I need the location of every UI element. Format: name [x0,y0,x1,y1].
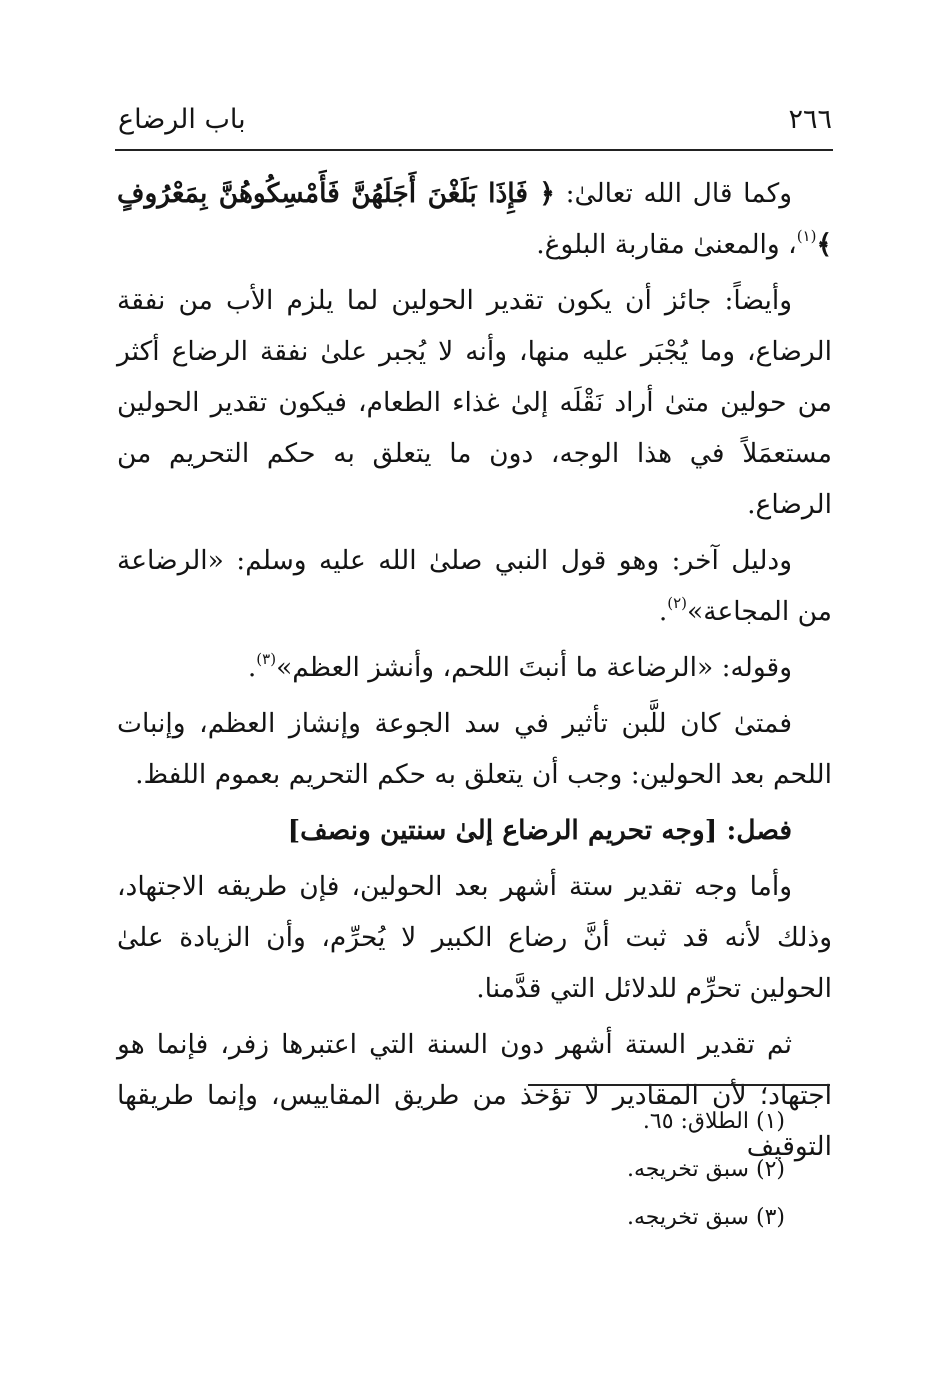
paragraph-text: ودليل آخر: وهو قول النبي صلىٰ الله عليه وسلم: «الرضاعة من المجاعة» [117,545,832,627]
footnote-ref: (٣) [256,650,277,668]
paragraph-nafaqa: وأيضاً: جائز أن يكون تقدير الحولين لما يلزم الأب من نفقة الرضاع، وما يُجْبَر عليه منها، وأنه لا يُجبر علىٰ نفقة الرضاع أكثر من حولين متىٰ أراد نَقْلَه إلىٰ غذاء الطعام، فيكون تقدير الحولين مستعمَلاً في هذا الوجه، دون ما يتعلق به حكم التحريم من الرضاع. [117,285,832,520]
footnote-3: (٣) سبق تخريجه. [627,1205,785,1230]
body-text [117,168,832,1177]
paragraph-estimation: ثم تقدير الستة أشهر دون السنة التي اعتبرها زفر، فإنما هو اجتهاد؛ لأن المقادير لا تؤخذ من طريق المقاييس، وإنما طريقها التوقيف [117,1029,832,1162]
paragraph-text: وكما قال الله تعالىٰ: [554,178,792,209]
footnote-1: (١) الطلاق: ٦٥. [642,1109,785,1134]
chapter-title: باب الرضاع [118,104,246,135]
quran-verse: ﴿ فَإِذَا بَلَغْنَ أَجَلَهُنَّ فَأَمْسِكُوهُنَّ بِمَعْرُوفٍ ﴾ [117,178,832,260]
paragraph-hadith-evidence [117,535,832,637]
section-heading: فصل: [وجه تحريم الرضاع إلىٰ سنتين ونصف] [287,815,792,846]
paragraph-text: . [658,596,668,627]
footnote-rule [528,1084,830,1086]
running-header [118,104,832,135]
header-rule [115,149,833,151]
paragraph-quran-citation [117,168,832,270]
footnote-ref: (٢) [667,594,688,612]
paragraph-six-months: وأما وجه تقدير ستة أشهر بعد الحولين، فإن طريقه الاجتهاد، وذلك لأنه قد ثبت أنَّ رضاع الكبير لا يُحرِّم، وأن الزيادة علىٰ الحولين تحرِّم للدلائل التي قدَّمنا. [117,871,832,1004]
footnotes [400,1098,785,1242]
footnote-2: (٢) سبق تخريجه. [627,1157,785,1182]
paragraph-milk-effect: فمتىٰ كان للَّبن تأثير في سد الجوعة وإنشاز العظم، وإنبات اللحم بعد الحولين: وجب أن يتعلق به حكم التحريم بعموم اللفظ. [117,708,832,790]
footnote-ref: (١) [796,227,817,245]
paragraph-hadith-second [117,642,832,693]
page-number: ٢٦٦ [788,104,832,135]
paragraph-text: . [247,652,257,683]
paragraph-text: ، والمعنىٰ مقاربة البلوغ. [536,229,797,260]
paragraph-text: وقوله: «الرضاعة ما أنبتَ اللحم، وأنشز العظم» [276,652,792,683]
